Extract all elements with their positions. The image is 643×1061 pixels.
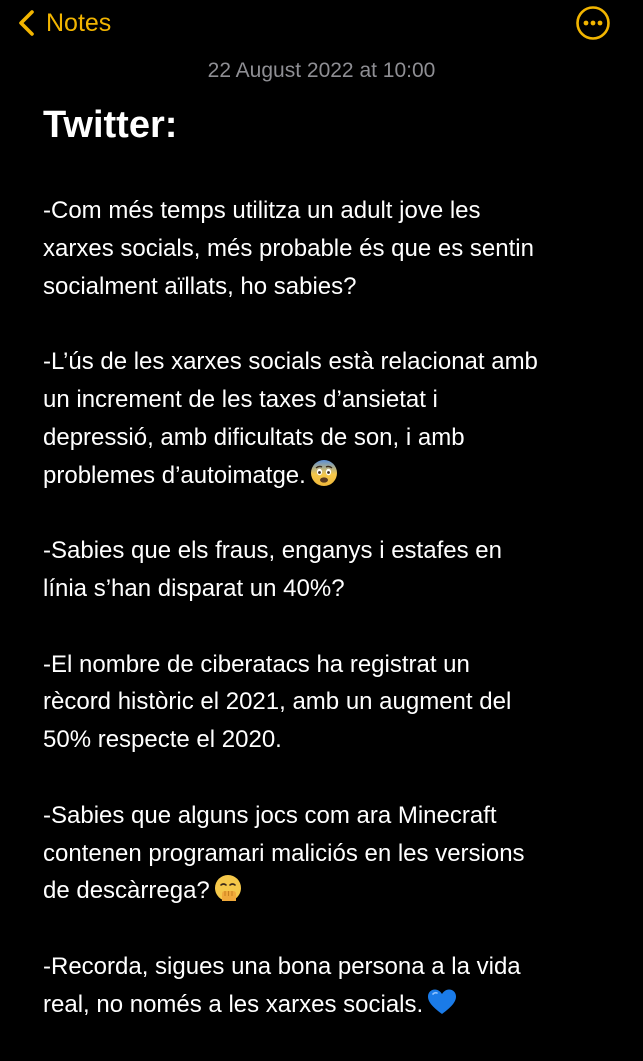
- face-with-hand-over-mouth-emoji: [214, 874, 242, 902]
- note-paragraph: [43, 646, 613, 759]
- back-to-notes-button[interactable]: [16, 6, 111, 40]
- back-button-label: Notes: [46, 9, 112, 37]
- note-date: 22 August 2022 at 10:00: [207, 59, 436, 82]
- paragraph-text: -Com més temps utilitza un adult jove les xarxes socials, més probable és que es sentin socialment aïllats, ho sabies?: [43, 197, 534, 300]
- note-paragraph: [43, 532, 613, 608]
- note-paragraph: [43, 797, 613, 910]
- note-body[interactable]: [43, 192, 613, 1061]
- paragraph-text: -El nombre de ciberatacs ha registrat un rècord històric el 2021, amb un augment del 50% respecte el 2020.: [43, 650, 512, 754]
- chevron-left-icon: [16, 8, 38, 38]
- ellipsis-circle-icon[interactable]: [575, 5, 611, 41]
- paragraph-text: -L’ús de les xarxes socials està relacionat amb un increment de les taxes d’ansietat i depressió, amb dificultats de son, i amb problemes d’autoimatge.: [43, 348, 538, 489]
- blue-heart-emoji: [427, 988, 457, 1016]
- note-paragraph: [43, 948, 613, 1024]
- fearful-face-emoji: [310, 459, 338, 487]
- paragraph-text: -Sabies que els fraus, enganys i estafes en línia s’han disparat un 40%?: [43, 537, 502, 602]
- note-paragraph: [43, 192, 613, 305]
- paragraph-text: -Sabies que alguns jocs com ara Minecraft contenen programari maliciós en les versions de descàrrega?: [43, 801, 525, 905]
- note-title[interactable]: Twitter:: [43, 104, 178, 146]
- paragraph-text: -Recorda, sigues una bona persona a la vida real, no només a les xarxes socials.: [43, 952, 521, 1018]
- note-paragraph: [43, 343, 613, 494]
- navigation-bar: [0, 0, 643, 48]
